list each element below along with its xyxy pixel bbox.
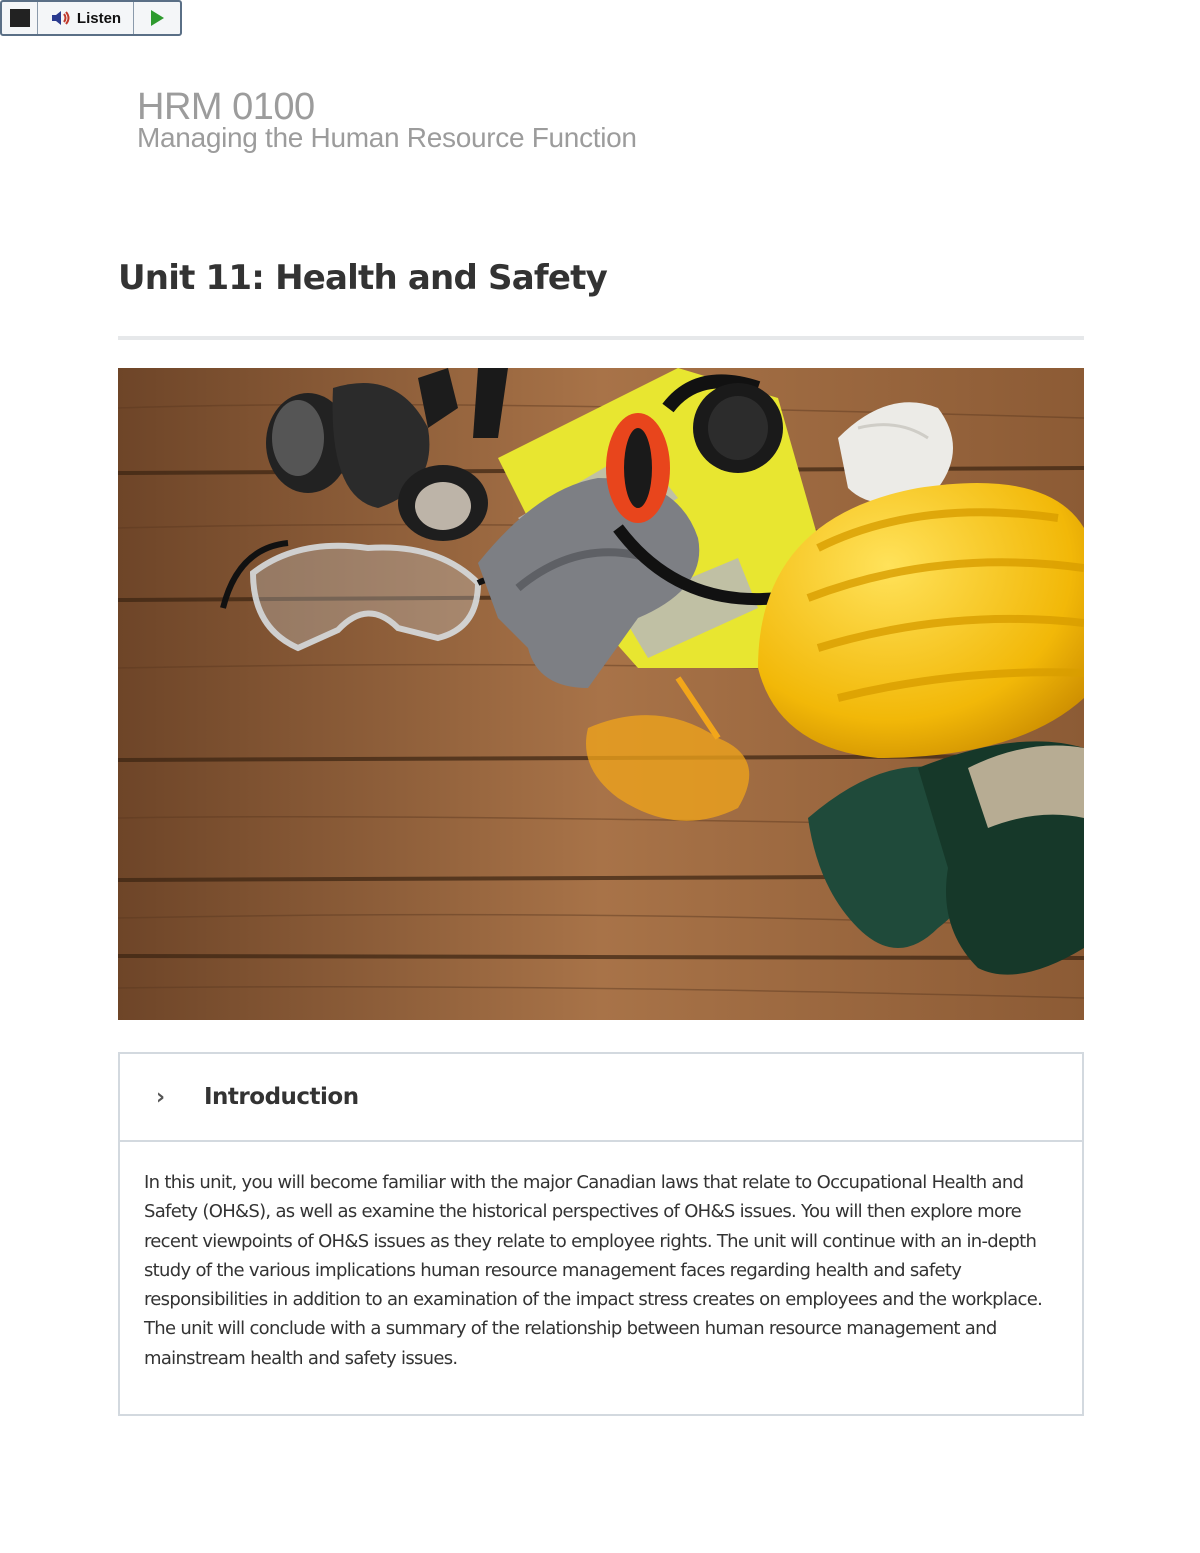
play-button[interactable] — [134, 2, 180, 34]
safety-equipment-image — [118, 368, 1084, 1020]
course-name: Managing the Human Resource Function — [137, 122, 637, 153]
menu-square-icon[interactable] — [2, 2, 38, 34]
listen-label: Listen — [76, 9, 122, 27]
divider — [118, 336, 1084, 340]
accordion-header[interactable] — [120, 1054, 1082, 1142]
accordion-body: In this unit, you will become familiar with the major Canadian laws that relate to Occupational Health and Safety (OH&S), as well as examine the historical perspectives of OH&S issues. You will then explore more recent viewpoints of OH&S issues as they relate to employee rights. The unit will continue with an in-depth study of the various implications human resource management faces regarding health and safety responsibilities in addition to an examination of the impact stress creates on employees and the workplace. The unit will conclude with a summary of the relationship between human resource management and mainstream health and safety issues. — [144, 1172, 1043, 1369]
chevron-right-icon[interactable]: › — [156, 1084, 166, 1110]
listen-toolbar — [0, 0, 182, 36]
introduction-accordion — [118, 1052, 1084, 1416]
play-icon — [149, 9, 165, 27]
listen-button[interactable] — [38, 2, 134, 34]
course-code: HRM 0100 — [137, 86, 315, 128]
speaker-icon — [50, 9, 72, 27]
accordion-title: Introduction — [204, 1084, 359, 1110]
page-title: Unit 11: Health and Safety — [118, 258, 607, 298]
